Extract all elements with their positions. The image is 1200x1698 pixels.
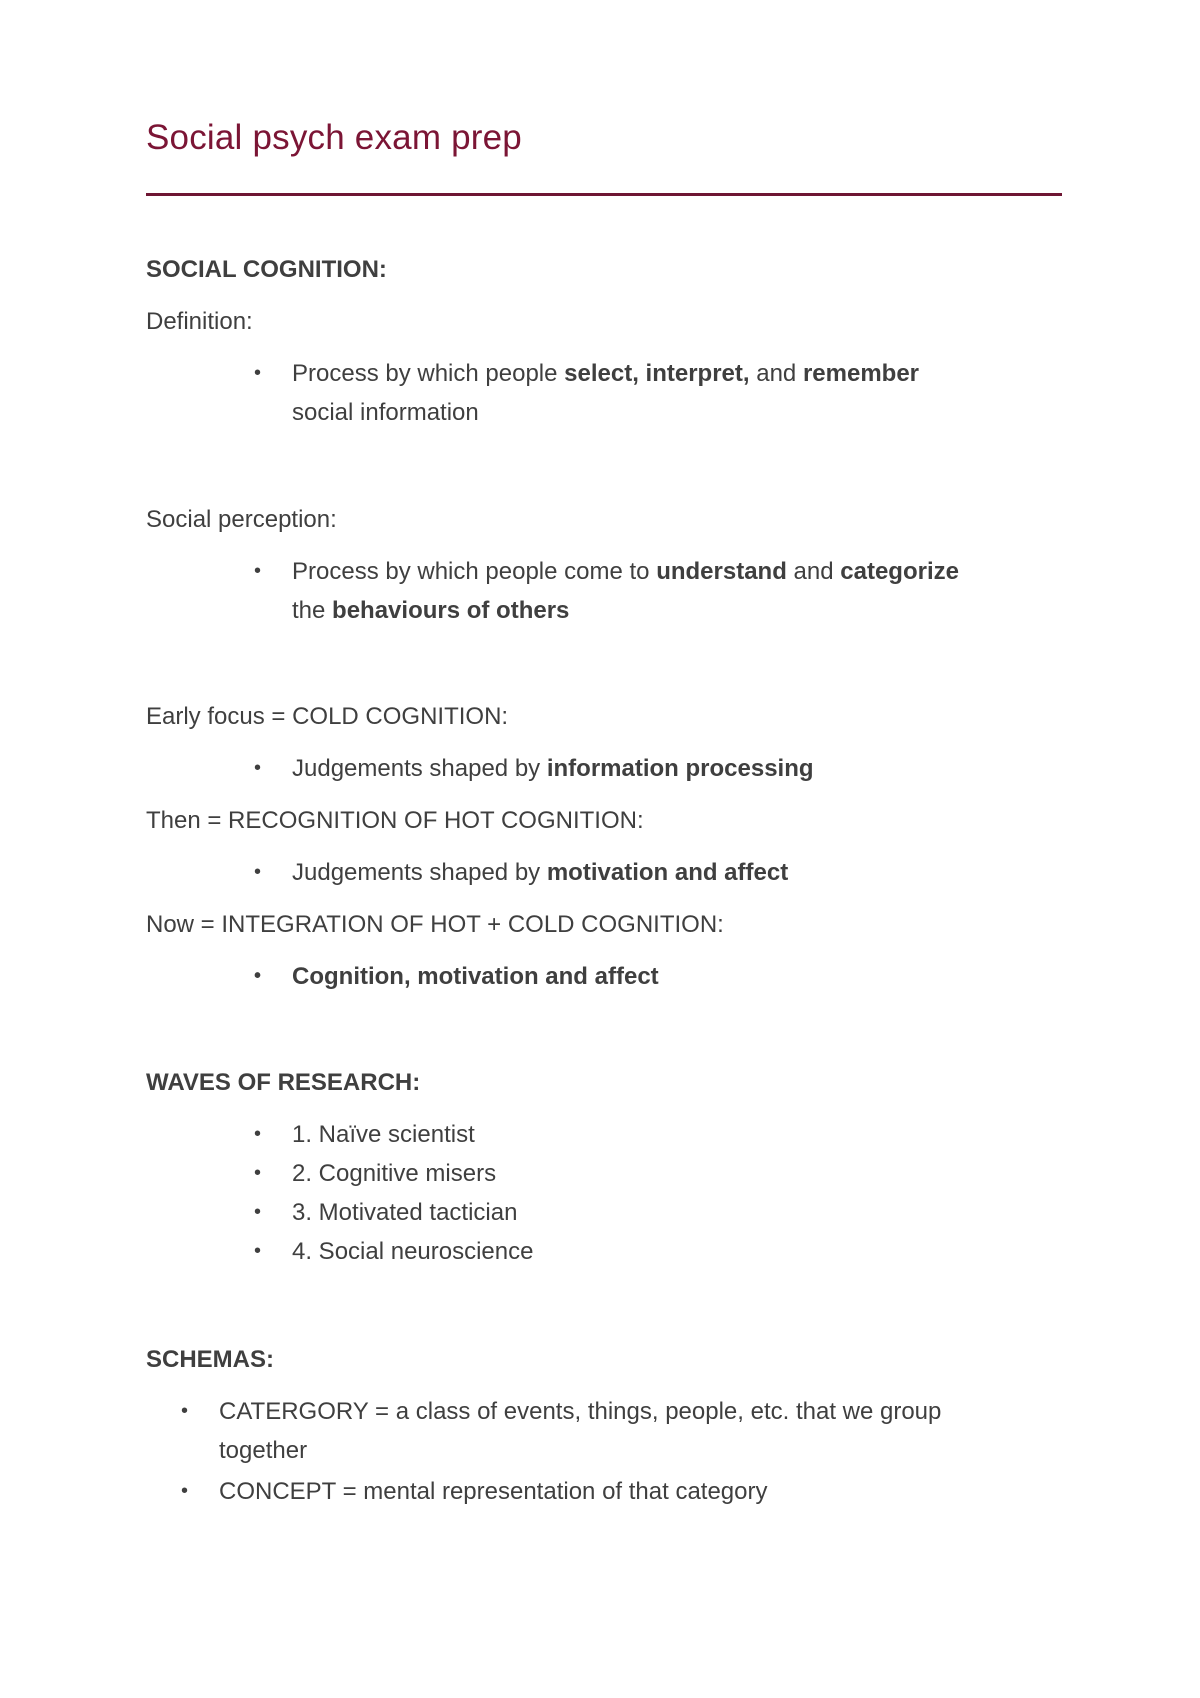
perception-text-line2: the behaviours of others xyxy=(292,597,570,624)
definition-text-line2: social information xyxy=(292,399,479,426)
section-heading-social-cognition: SOCIAL COGNITION: xyxy=(146,256,387,283)
bullet-icon: • xyxy=(254,1201,262,1223)
definition-text: Process by which people select, interpret, and remember xyxy=(292,360,920,387)
early-focus-text: Judgements shaped by information processing xyxy=(292,755,814,782)
section-heading-schemas: SCHEMAS: xyxy=(146,1346,275,1373)
bullet-icon: • xyxy=(254,560,262,582)
bullet-icon: • xyxy=(254,362,262,384)
wave-item: 2. Cognitive misers xyxy=(292,1160,497,1187)
bullet-icon: • xyxy=(254,757,262,779)
schema-item-concept: CONCEPT = mental representation of that category xyxy=(219,1478,768,1505)
wave-item: 4. Social neuroscience xyxy=(292,1238,534,1265)
definition-label: Definition: xyxy=(146,308,253,335)
schema-item-category: CATERGORY = a class of events, things, people, etc. that we group xyxy=(219,1398,942,1425)
early-focus-label: Early focus = COLD COGNITION: xyxy=(146,703,509,730)
social-perception-label: Social perception: xyxy=(146,506,337,533)
then-text: Judgements shaped by motivation and affect xyxy=(292,859,789,886)
bullet-icon: • xyxy=(254,861,262,883)
schema-item-category-line2: together xyxy=(219,1437,308,1464)
wave-item: 1. Naïve scientist xyxy=(292,1121,475,1148)
section-heading-waves: WAVES OF RESEARCH: xyxy=(146,1069,421,1096)
then-label: Then = RECOGNITION OF HOT COGNITION: xyxy=(146,807,644,834)
title-underline xyxy=(146,193,1062,196)
perception-text: Process by which people come to understand and categorize xyxy=(292,558,959,585)
now-text: Cognition, motivation and affect xyxy=(292,963,659,990)
bullet-icon: • xyxy=(254,1123,262,1145)
bullet-icon: • xyxy=(254,965,262,987)
wave-item: 3. Motivated tactician xyxy=(292,1199,518,1226)
page-title: Social psych exam prep xyxy=(146,118,522,157)
bullet-icon: • xyxy=(254,1240,262,1262)
now-label: Now = INTEGRATION OF HOT + COLD COGNITION: xyxy=(146,911,724,938)
bullet-icon: • xyxy=(181,1400,189,1422)
bullet-icon: • xyxy=(254,1162,262,1184)
bullet-icon: • xyxy=(181,1480,189,1502)
